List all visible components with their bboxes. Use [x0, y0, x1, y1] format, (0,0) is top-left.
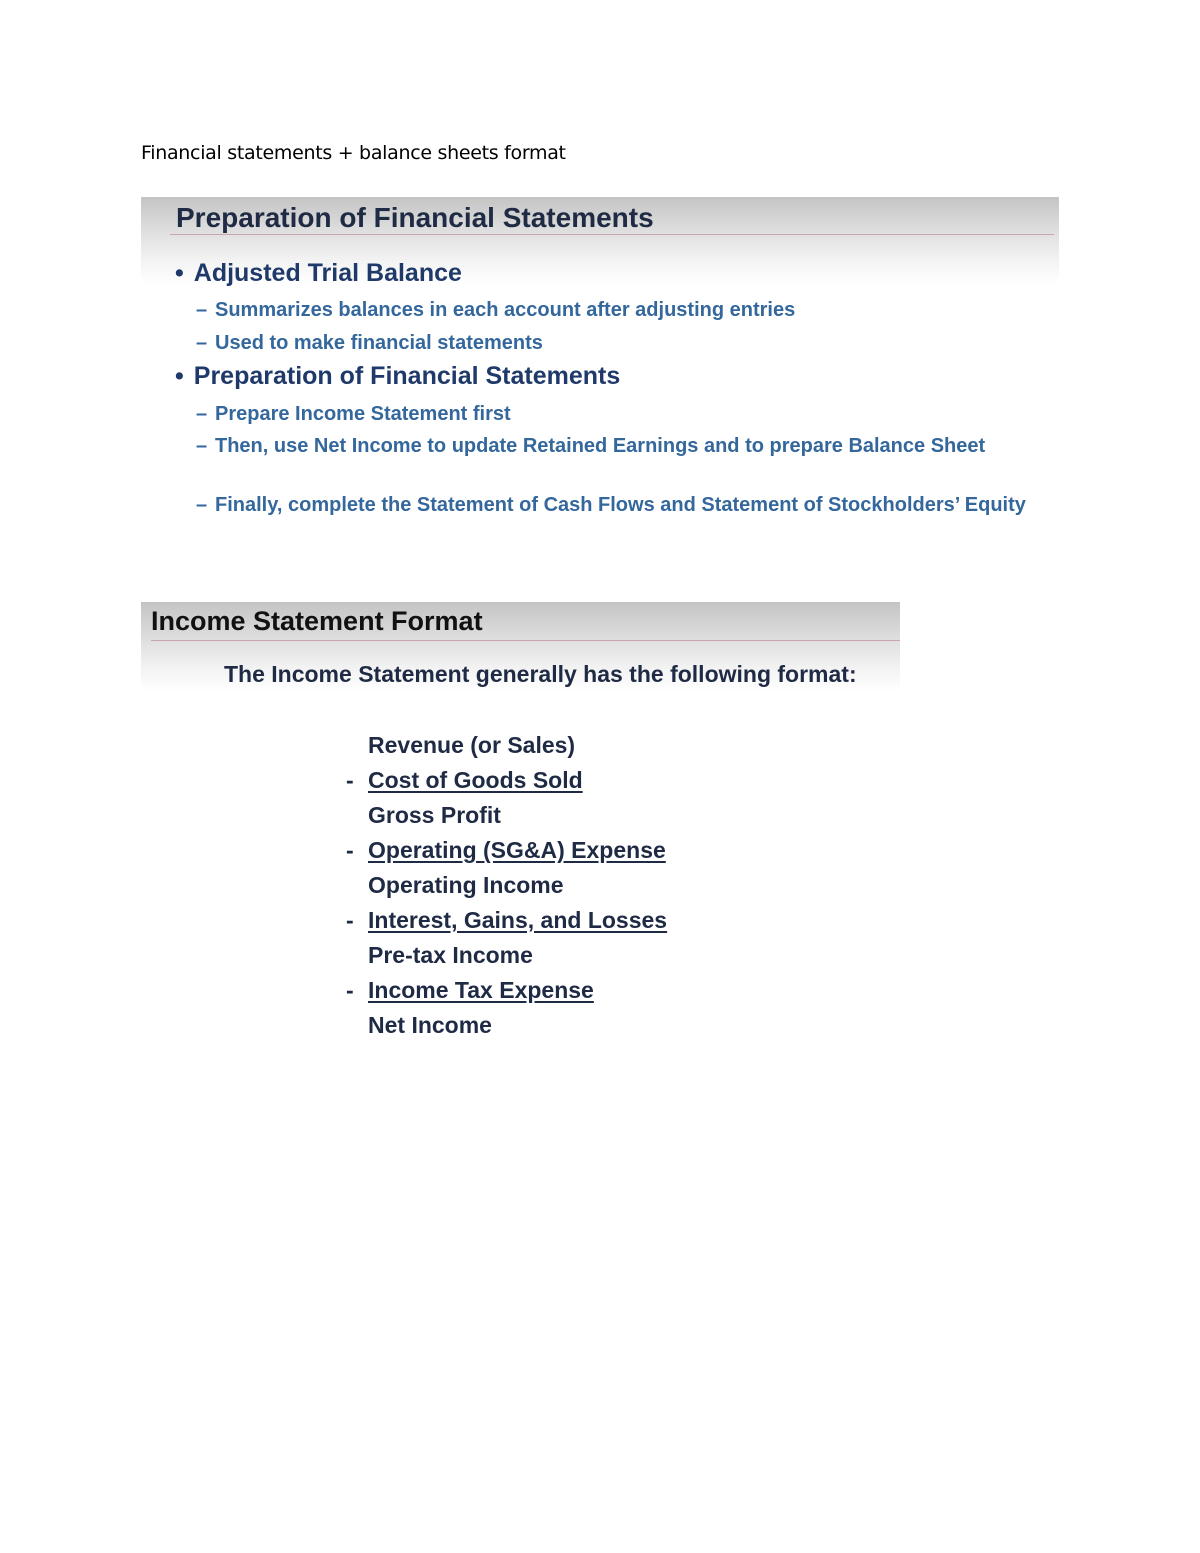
sub-bullet-text: Then, use Net Income to update Retained Earnings and to prepare Balance Sheet	[215, 435, 986, 457]
document-title: Financial statements + balance sheets format	[141, 142, 566, 164]
line-text: Cost of Goods Sold	[368, 767, 583, 793]
minus-icon: -	[346, 767, 354, 793]
title-divider	[151, 640, 900, 641]
line-text: Income Tax Expense	[368, 977, 594, 1003]
dash-icon: –	[196, 494, 208, 516]
dash-icon: –	[196, 403, 208, 425]
bullet-label: Adjusted Trial Balance	[193, 259, 462, 287]
line-text: Operating (SG&A) Expense	[368, 837, 666, 863]
line-operator	[346, 942, 368, 969]
bullet-label: Preparation of Financial Statements	[193, 362, 621, 390]
sub-bullet-text: Summarizes balances in each account after adjusting entries	[215, 299, 796, 321]
dash-icon: –	[196, 299, 208, 321]
sub-bullet-text: Used to make financial statements	[215, 332, 543, 354]
slide-income-statement-format	[141, 602, 900, 1062]
bullet-preparation-of-financial-statements	[175, 362, 620, 391]
minus-icon: -	[346, 977, 354, 1003]
statement-line-revenue	[346, 732, 575, 759]
minus-icon: -	[346, 837, 354, 863]
dash-icon: –	[196, 332, 208, 354]
statement-line-cogs	[346, 767, 583, 794]
line-text: Operating Income	[368, 872, 564, 898]
statement-line-pretax-income	[346, 942, 533, 969]
line-text: Revenue (or Sales)	[368, 732, 576, 758]
line-text: Interest, Gains, and Losses	[368, 907, 668, 933]
intro-text: The Income Statement generally has the following format:	[224, 661, 857, 687]
bullet-icon: •	[175, 259, 184, 287]
sub-bullet	[196, 401, 1036, 427]
bullet-icon: •	[175, 362, 184, 390]
minus-icon: -	[346, 907, 354, 933]
statement-line-income-tax	[346, 977, 594, 1004]
line-text: Pre-tax Income	[368, 942, 533, 968]
line-text: Net Income	[368, 1012, 492, 1038]
sub-bullet-text: Prepare Income Statement first	[215, 403, 511, 425]
line-operator	[346, 802, 368, 829]
slide-title: Preparation of Financial Statements	[176, 202, 654, 233]
statement-line-net-income	[346, 1012, 492, 1039]
line-text: Gross Profit	[368, 802, 501, 828]
slide-title: Income Statement Format	[151, 606, 483, 636]
sub-bullet	[196, 330, 1036, 356]
bullet-adjusted-trial-balance	[175, 259, 462, 288]
line-operator	[346, 872, 368, 899]
title-divider	[170, 234, 1054, 235]
line-operator	[346, 732, 368, 759]
statement-line-operating-expense	[346, 837, 666, 864]
sub-bullet	[196, 433, 996, 459]
dash-icon: –	[196, 435, 208, 457]
statement-line-interest-gains-losses	[346, 907, 667, 934]
statement-line-operating-income	[346, 872, 564, 899]
sub-bullet-text: Finally, complete the Statement of Cash Flows and Statement of Stockholders’ Equity	[215, 494, 1026, 516]
sub-bullet	[196, 492, 1026, 518]
line-operator	[346, 1012, 368, 1039]
sub-bullet	[196, 297, 1036, 323]
slide-preparation-of-financial-statements	[141, 197, 1059, 557]
statement-line-gross-profit	[346, 802, 501, 829]
